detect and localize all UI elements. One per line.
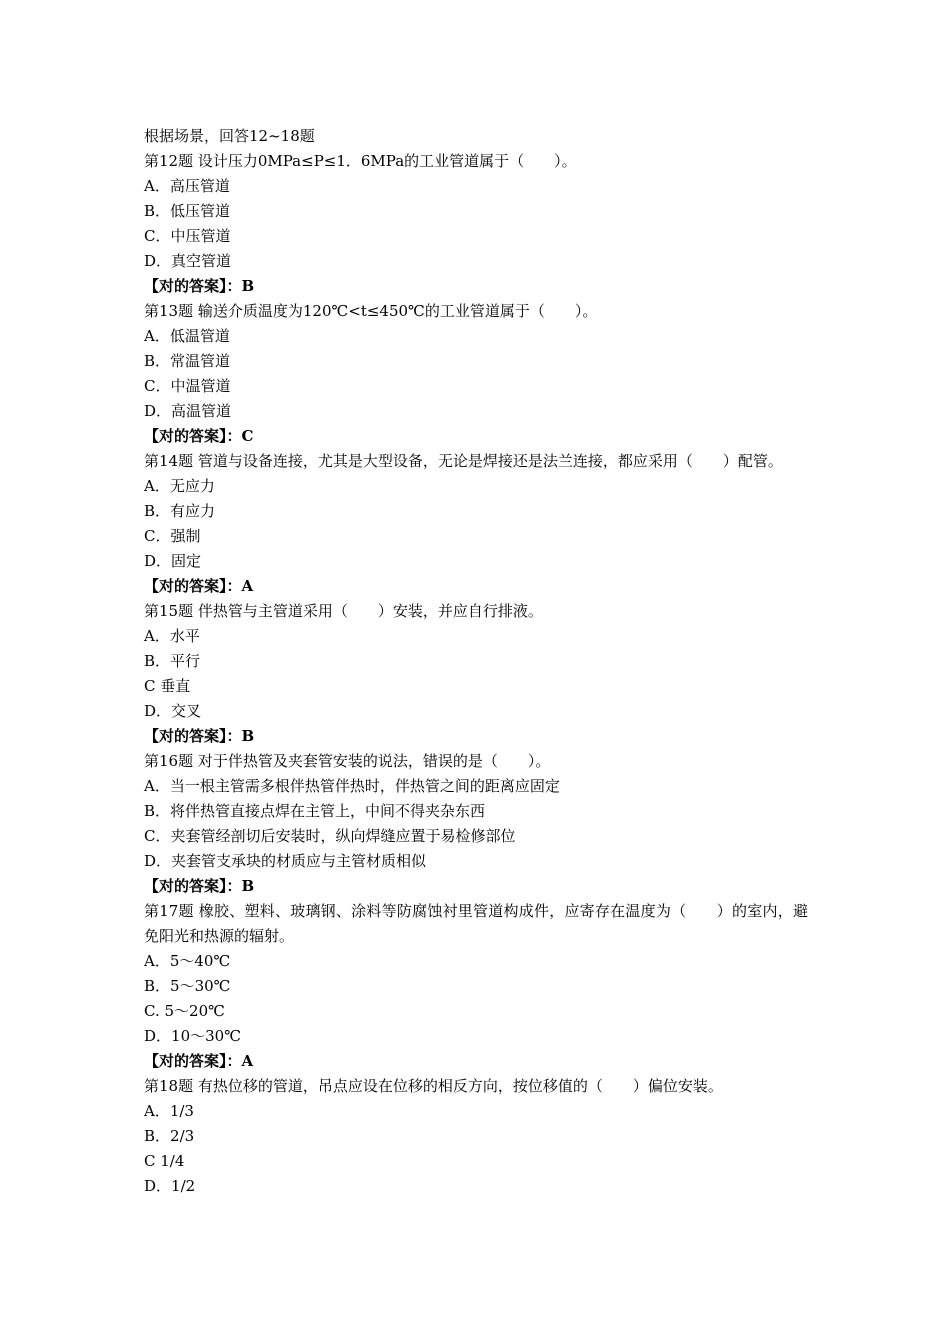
option-d: D．交叉 [144, 702, 202, 720]
answer-letter: B [241, 277, 255, 295]
option-a: A．无应力 [144, 477, 215, 495]
answer-letter: A [241, 577, 254, 595]
question-block [144, 599, 808, 749]
question-stem: 第13题 输送介质温度为120℃<t≤450℃的工业管道属于（ ）。 [144, 302, 598, 320]
option-b: B．低压管道 [144, 202, 231, 220]
question-block [144, 449, 808, 599]
option-a: A．高压管道 [144, 177, 230, 195]
option-c: C. 5～20℃ [144, 1002, 225, 1020]
correct-answer [144, 274, 808, 299]
question-block [144, 1074, 808, 1199]
option-c: C．中压管道 [144, 227, 231, 245]
option-d: D．10～30℃ [144, 1027, 241, 1045]
answer-letter: B [241, 877, 255, 895]
option-b: B．有应力 [144, 502, 216, 520]
answer-prefix: 【对的答案】： [144, 877, 242, 895]
question-block [144, 299, 808, 449]
option-a: A．5～40℃ [144, 952, 231, 970]
option-d: D．高温管道 [144, 402, 232, 420]
question-block [144, 749, 808, 899]
answer-letter: A [241, 1052, 254, 1070]
option-b: B．将伴热管直接点焊在主管上，中间不得夹杂东西 [144, 802, 486, 820]
option-a: A．1/3 [144, 1102, 194, 1120]
option-d: D．真空管道 [144, 252, 232, 270]
option-a: A．水平 [144, 627, 200, 645]
question-stem: 第16题 对于伴热管及夹套管安装的说法，错误的是（ ）。 [144, 752, 551, 770]
question-stem: 第14题 管道与设备连接，尤其是大型设备，无论是焊接还是法兰连接，都应采用（ ）配管。 [144, 452, 783, 470]
answer-letter: C [241, 427, 254, 445]
question-stem: 第12题 设计压力0MPa≤P≤1．6MPa的工业管道属于（ ）。 [144, 152, 577, 170]
option-d: D．夹套管支承块的材质应与主管材质相似 [144, 852, 427, 870]
correct-answer [144, 1049, 808, 1074]
question-stem: 第15题 伴热管与主管道采用（ ）安装，并应自行排液。 [144, 602, 543, 620]
option-c: C．夹套管经剖切后安装时，纵向焊缝应置于易检修部位 [144, 827, 516, 845]
option-c: C．中温管道 [144, 377, 231, 395]
option-c: C 垂直 [144, 677, 191, 695]
question-block [144, 149, 808, 299]
correct-answer [144, 424, 808, 449]
answer-prefix: 【对的答案】： [144, 427, 242, 445]
option-b: B．2/3 [144, 1127, 195, 1145]
option-b: B．常温管道 [144, 352, 231, 370]
question-block [144, 899, 808, 1074]
option-c: C．强制 [144, 527, 201, 545]
option-d: D．固定 [144, 552, 202, 570]
question-stem: 第17题 橡胶、塑料、玻璃钢、涂料等防腐蚀衬里管道构成件，应寄存在温度为（ ）的室内，避免阳光和热源的辐射。 [144, 902, 808, 945]
answer-prefix: 【对的答案】： [144, 577, 242, 595]
option-b: B．平行 [144, 652, 201, 670]
answer-prefix: 【对的答案】： [144, 277, 242, 295]
answer-letter: B [241, 727, 255, 745]
question-stem: 第18题 有热位移的管道，吊点应设在位移的相反方向，按位移值的（ ）偏位安装。 [144, 1077, 723, 1095]
option-b: B．5～30℃ [144, 977, 231, 995]
option-c: C 1/4 [144, 1152, 185, 1170]
document-body [144, 124, 808, 1199]
correct-answer [144, 574, 808, 599]
intro-text: 根据场景，回答12~18题 [144, 127, 315, 145]
correct-answer [144, 874, 808, 899]
answer-prefix: 【对的答案】： [144, 1052, 242, 1070]
option-d: D．1/2 [144, 1177, 196, 1195]
option-a: A．当一根主管需多根伴热管伴热时，伴热管之间的距离应固定 [144, 777, 560, 795]
correct-answer [144, 724, 808, 749]
answer-prefix: 【对的答案】： [144, 727, 242, 745]
option-a: A．低温管道 [144, 327, 230, 345]
